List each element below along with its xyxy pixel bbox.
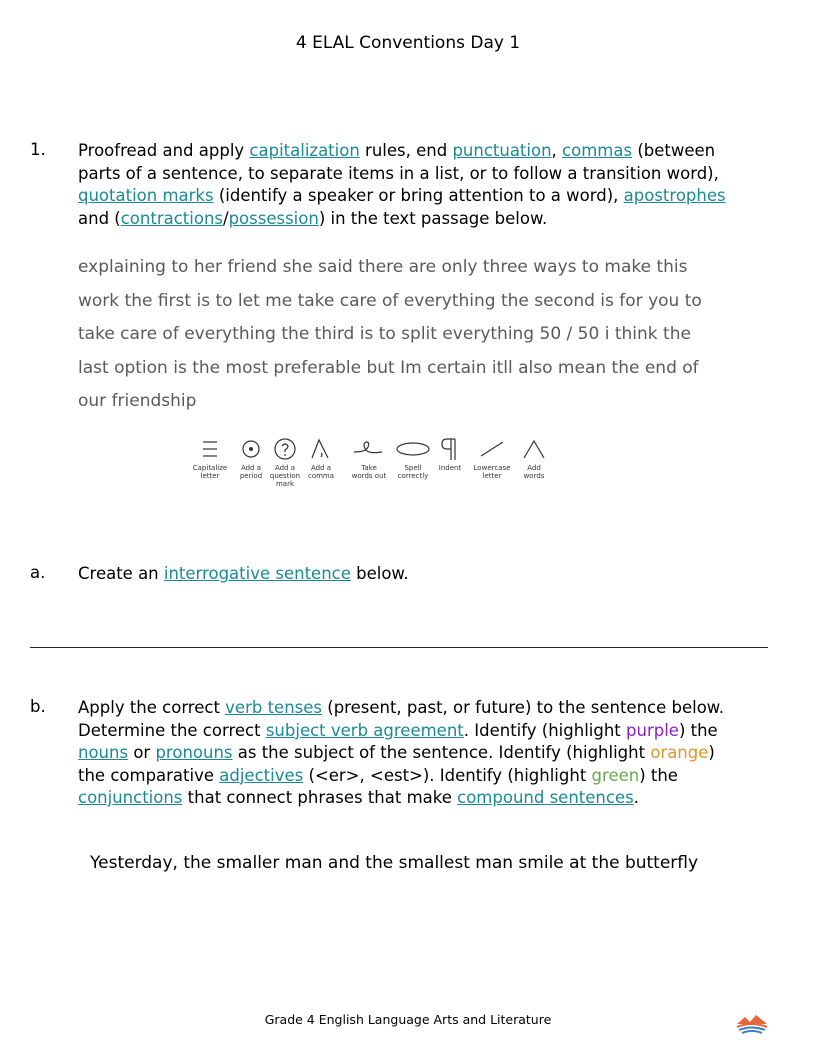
delete-mark: Take words out — [344, 436, 394, 480]
lowercase-mark: Lowercase letter — [467, 436, 517, 480]
capitalization-link[interactable]: capitalization — [249, 141, 360, 160]
green-word: green — [591, 765, 640, 785]
indent-icon — [435, 436, 465, 462]
page-title: 4 ELAL Conventions Day 1 — [295, 33, 521, 53]
passage-line: take care of everything the third is to split everything 50 / 50 i think the — [78, 324, 691, 344]
commas-link[interactable]: commas — [562, 141, 633, 160]
comma-mark: Add a comma — [296, 436, 346, 480]
text-passage — [78, 251, 778, 419]
question-b-number: b. — [30, 697, 46, 716]
question-mark-mark: Add a question mark — [260, 436, 310, 488]
question-1-text: Proofread and apply capitalization rules, end punctuation, commas (between parts of a sentence, to separate items in a list, or to follow a transition word), quotation marks (identify a speaker or bring attention to a word), apostrophes and (contractions/possession) in the text passage below. — [78, 141, 726, 228]
question-a-text: Create an interrogative sentence below. — [78, 564, 409, 583]
lowercase-icon — [477, 436, 507, 462]
interrogative-sentence-link[interactable]: interrogative sentence — [163, 564, 351, 583]
question-b-text: Apply the correct verb tenses (present, past, or future) to the sentence below. Determine the correct subject verb agreement. Identify (highlight purple) the nouns or pronouns as the subject of the sentence. Identify (highlight orange) the comparative adjectives (<er>, <est>). Identify (highlight green) the conjunctions that connect phrases that make compound sentences. — [78, 698, 725, 807]
subject-verb-agreement-link[interactable]: subject verb agreement — [265, 720, 464, 740]
purple-word: purple — [626, 720, 679, 740]
passage-line: explaining to her friend she said there are only three ways to make this — [78, 257, 688, 277]
pronouns-link[interactable]: pronouns — [155, 743, 233, 762]
mountain-logo-icon — [735, 1014, 769, 1040]
punctuation-link[interactable]: punctuation — [452, 141, 552, 160]
compound-sentences-link[interactable]: compound sentences — [457, 788, 634, 807]
conjunctions-link[interactable]: conjunctions — [78, 788, 183, 807]
practice-sentence: Yesterday, the smaller man and the smallest man smile at the butterfly — [90, 853, 699, 873]
question-1-number: 1. — [30, 140, 46, 159]
apostrophes-link[interactable]: apostrophes — [623, 186, 726, 205]
passage-line: our friendship — [78, 391, 197, 411]
contractions-link[interactable]: contractions — [120, 208, 223, 228]
proofreading-marks-legend — [190, 436, 560, 500]
adjectives-link[interactable]: adjectives — [219, 765, 304, 785]
quotation-marks-link[interactable]: quotation marks — [78, 186, 214, 205]
passage-line: last option is the most preferable but Im certain itll also mean the end of — [78, 357, 699, 378]
comma-icon — [306, 436, 336, 462]
question-a-number: a. — [30, 563, 46, 582]
capitalize-icon — [195, 436, 225, 462]
capitalize-mark: Capitalize letter — [185, 436, 235, 480]
page-footer: Grade 4 English Language Arts and Literature — [264, 1012, 552, 1027]
answer-line[interactable] — [30, 647, 768, 648]
period-mark: Add a period — [226, 436, 276, 480]
passage-line: work the first is to let me take care of everything the second is for you to — [78, 290, 702, 311]
spell-mark: Spell correctly — [388, 436, 438, 480]
nouns-link[interactable]: nouns — [78, 743, 129, 762]
delete-icon — [352, 436, 386, 462]
verb-tenses-link[interactable]: verb tenses — [225, 698, 323, 717]
indent-mark: Indent — [425, 436, 475, 472]
add-words-icon — [519, 436, 549, 462]
orange-word: orange — [650, 743, 709, 762]
add-words-mark: Add words — [509, 436, 559, 480]
possession-link[interactable]: possession — [228, 208, 319, 228]
